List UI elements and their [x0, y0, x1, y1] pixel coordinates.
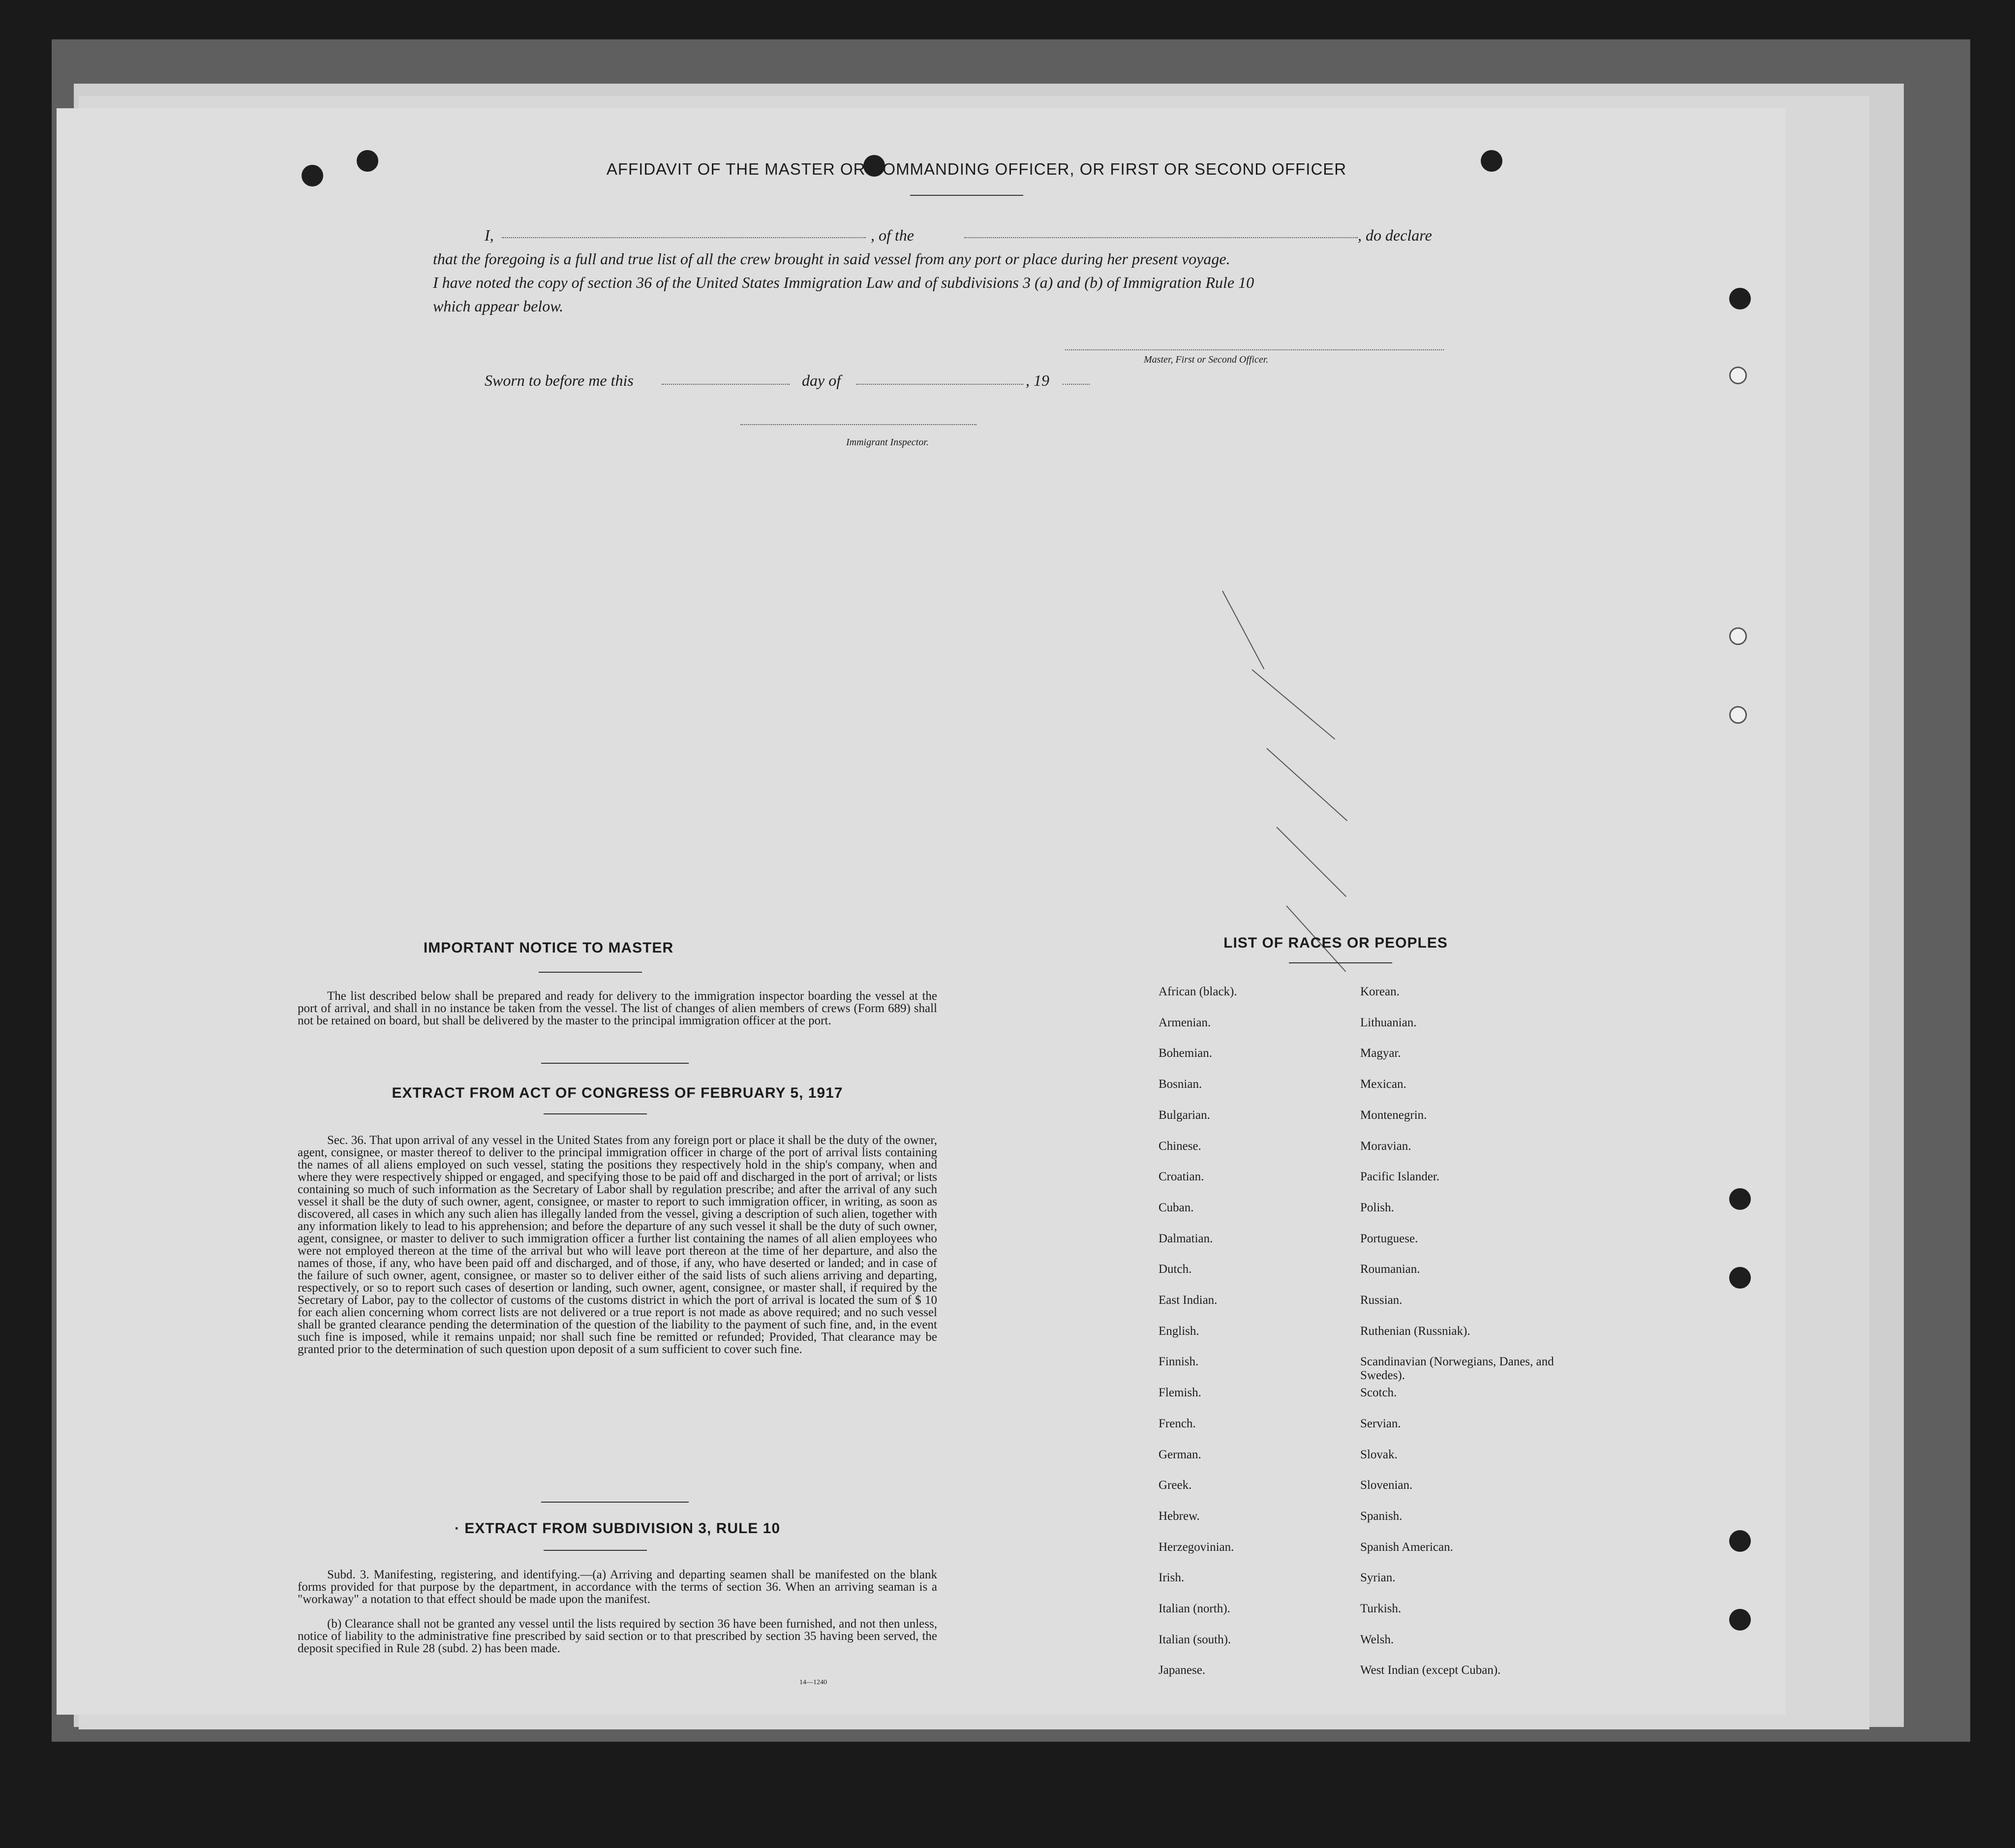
inspector-signature-line [740, 424, 977, 425]
race-item: Hebrew. [1159, 1509, 1200, 1523]
race-item: Bohemian. [1159, 1047, 1213, 1060]
races-rule [1289, 962, 1392, 963]
notice-title: IMPORTANT NOTICE TO MASTER [423, 940, 674, 956]
rule-extract-body-b: (b) Clearance shall not be granted any vessel until the lists required by section 36 have been furnished, and not then unless, notice of liability to the administrative fine prescribed by said section or to that prescribed by section 35 having been served, the deposit specified in Rule 28 (subd. 2) has been made. [298, 1617, 937, 1655]
race-item: Dutch. [1159, 1263, 1192, 1276]
day-of-label: day of [802, 371, 841, 389]
punch-hole [357, 150, 378, 172]
race-item: Slovenian. [1360, 1478, 1413, 1492]
race-item: Roumanian. [1360, 1263, 1420, 1276]
punch-hole [1729, 706, 1747, 724]
act-extract-title: EXTRACT FROM ACT OF CONGRESS OF FEBRUARY 5, 1917 [392, 1085, 843, 1101]
race-item: Russian. [1360, 1294, 1403, 1307]
sworn-month-line [856, 384, 1023, 385]
race-item: German. [1159, 1448, 1201, 1461]
name-line [502, 237, 866, 238]
race-item: Cuban. [1159, 1201, 1194, 1214]
year-label: , 19 [1026, 371, 1049, 389]
notice-rule [539, 972, 642, 973]
race-item: Ruthenian (Russniak). [1360, 1324, 1470, 1338]
race-item: Mexican. [1360, 1078, 1406, 1091]
race-item: Croatian. [1159, 1170, 1204, 1184]
punch-hole [1729, 367, 1747, 384]
race-item: Dalmatian. [1159, 1232, 1213, 1245]
punch-hole [1729, 1530, 1751, 1552]
race-item: Syrian. [1360, 1571, 1396, 1585]
affidavit-of-the-label: , of the [871, 226, 914, 244]
race-item: Chinese. [1159, 1139, 1201, 1153]
race-item: Magyar. [1360, 1047, 1401, 1060]
affidavit-line-2: that the foregoing is a full and true list of all the crew brought in said vessel from any port or place during her present voyage. [433, 250, 1230, 268]
pencil-mark [1276, 827, 1346, 897]
act-end-rule [541, 1502, 689, 1503]
race-item: Turkish. [1360, 1602, 1402, 1615]
punch-hole [1729, 288, 1751, 309]
race-item: Korean. [1360, 985, 1400, 998]
form-number: 14—1240 [799, 1679, 827, 1686]
punch-hole [1729, 1609, 1751, 1631]
rule-extract-title: · EXTRACT FROM SUBDIVISION 3, RULE 10 [454, 1520, 781, 1537]
sworn-label: Sworn to before me this [485, 371, 634, 389]
rule-extract-rule [544, 1550, 647, 1551]
race-item: Slovak. [1360, 1448, 1398, 1461]
race-item: Italian (south). [1159, 1632, 1231, 1646]
notice-body: The list described below shall be prepared and ready for delivery to the immigration inspector boarding the vessel at the port of arrival, and shall in no instance be taken from the vessel. The list of changes of alien members of crews (Form 689) shall not be retained on board, but shall be delivered by the master to the principal immigration officer at the port. [298, 989, 937, 1027]
race-item: Moravian. [1360, 1139, 1411, 1153]
race-item: West Indian (except Cuban). [1360, 1663, 1501, 1677]
race-item: Servian. [1360, 1417, 1401, 1430]
race-item: Scandinavian (Norwegians, Danes, and Swedes). [1360, 1355, 1554, 1383]
race-item: Irish. [1159, 1571, 1185, 1585]
race-item: Bosnian. [1159, 1078, 1202, 1091]
affidavit-title: AFFIDAVIT OF THE MASTER OR COMMANDING OFFICER, OR FIRST OR SECOND OFFICER [606, 160, 1347, 178]
race-item: African (black). [1159, 985, 1237, 998]
race-item: Bulgarian. [1159, 1108, 1210, 1122]
act-extract-rule [544, 1113, 647, 1114]
race-item: Flemish. [1159, 1386, 1201, 1400]
race-item: Spanish. [1360, 1509, 1403, 1523]
punch-hole [1729, 1188, 1751, 1210]
inspector-label: Immigrant Inspector. [846, 437, 929, 448]
master-signature-label: Master, First or Second Officer. [1144, 354, 1269, 365]
race-item: Welsh. [1360, 1632, 1394, 1646]
race-item: Spanish American. [1360, 1540, 1453, 1554]
punch-hole [1729, 1267, 1751, 1289]
affidavit-i-label: I, [485, 226, 494, 244]
race-item: Italian (north). [1159, 1602, 1230, 1615]
pencil-mark [1222, 591, 1264, 670]
race-item: Montenegrin. [1360, 1108, 1427, 1122]
affidavit-line-4: which appear below. [433, 297, 564, 315]
act-extract-body: Sec. 36. That upon arrival of any vessel in the United States from any foreign port or place it shall be the duty of the owner, agent, consignee, or master thereof to deliver to the principal immigration officer in charge of the port of arrival lists containing the names of all aliens employed on such vessel, stating the positions they respectively hold in the ship's company, when and where they were respectively shipped or engaged, and specifying those to be paid off and discharged in the port of arrival; or lists containing so much of such information as the Secretary of Labor shall by regulation prescribe; and after the arrival of any such vessel it shall be the duty of such owner, agent, consignee, or master to report to such immigration officer, in writing, as soon as discovered, all cases in which any such alien has illegally landed from the vessel, giving a description of such alien, together with any information likely to lead to his apprehension; and before the departure of any such vessel it shall be the duty of such owner, agent, consignee, or master to deliver to such immigration officer a further list containing the names of all alien employees who were not employed thereon at the time of the arrival but who will leave port thereon at the time of her departure, and also the names of those, if any, who have been paid off and discharged, and of those, if any, who have deserted or landed; and in case of the failure of such owner, agent, consignee, or master so to deliver either of the said lists of such aliens arriving and departing, respectively, or so to report such cases of desertion or landing, such owner, agent, consignee, or master shall, if required by the Secretary of Labor, pay to the collector of customs of the customs district in which the port of arrival is located the sum of $ 10 for each alien concerning whom correct lists are not delivered or a true report is not made as above required; and no such vessel shall be granted clearance pending the determination of the question of the liability to the payment of such fine, and, in the event such fine is imposed, while it remains unpaid; nor shall such fine be remitted or refunded; Provided, That clearance may be granted prior to the determination of such question upon deposit of a sum sufficient to cover such fine. [298, 1134, 937, 1356]
race-item: Finnish. [1159, 1355, 1199, 1369]
punch-hole [302, 165, 323, 186]
race-item: Armenian. [1159, 1016, 1211, 1029]
race-item: Portuguese. [1360, 1232, 1418, 1245]
sworn-year-line [1063, 384, 1090, 385]
document-page [57, 108, 1786, 1715]
race-item: East Indian. [1159, 1294, 1218, 1307]
punch-hole [1729, 627, 1747, 645]
affidavit-line-3: I have noted the copy of section 36 of the United States Immigration Law and of subdivisions 3 (a) and (b) of Immigration Rule 10 [433, 274, 1254, 291]
races-title: LIST OF RACES OR PEOPLES [1223, 935, 1448, 951]
race-item: Polish. [1360, 1201, 1394, 1214]
race-item: Greek. [1159, 1478, 1192, 1492]
vessel-line [964, 237, 1358, 238]
race-item: Scotch. [1360, 1386, 1397, 1400]
punch-hole [1481, 150, 1502, 172]
rule-extract-body-a: Subd. 3. Manifesting, registering, and identifying.—(a) Arriving and departing seamen shall be manifested on the blank forms provided for that purpose by the department, in accordance with the terms of section 36. When an arriving seaman is a "workaway" a notation to that effect should be made upon the manifest. [298, 1568, 937, 1606]
race-item: Pacific Islander. [1360, 1170, 1440, 1184]
pencil-mark [1266, 748, 1347, 821]
master-signature-line [1065, 349, 1444, 350]
affidavit-declare-label: , do declare [1358, 226, 1432, 244]
race-item: French. [1159, 1417, 1196, 1430]
race-item: Japanese. [1159, 1663, 1206, 1677]
race-item: Lithuanian. [1360, 1016, 1417, 1029]
race-item: Herzegovinian. [1159, 1540, 1234, 1554]
sworn-day-line [662, 384, 790, 385]
race-item: English. [1159, 1324, 1199, 1338]
title-rule [910, 195, 1023, 196]
pencil-mark [1252, 669, 1335, 739]
notice-end-rule [541, 1063, 689, 1064]
